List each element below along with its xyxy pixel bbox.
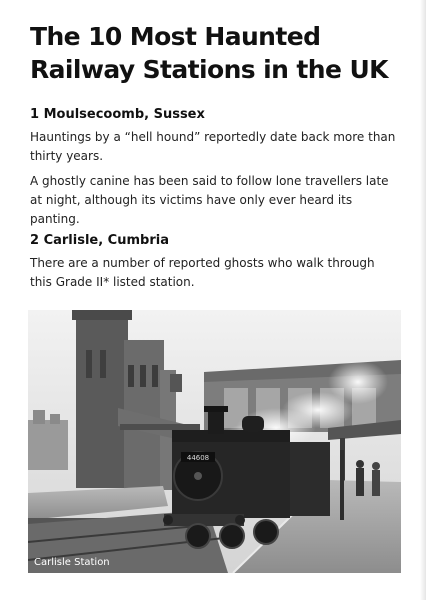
section-paragraph: Hauntings by a “hell hound” reportedly date back more than thirty years. [30, 130, 396, 163]
locomotive-number: 44608 [186, 454, 210, 462]
title-line-1: The 10 Most Haunted [30, 22, 321, 51]
section-paragraph: A ghostly canine has been said to follow lone travellers late at night, although its victims have only ever heard its panting. [30, 174, 389, 226]
section-heading-moulsecoomb: 1 Moulsecoomb, Sussex [30, 107, 205, 122]
article-title [30, 20, 410, 86]
page-edge-shadow [420, 0, 426, 600]
photo-caption: Carlisle Station [34, 557, 110, 568]
carlisle-station-photo [28, 310, 401, 573]
station-photo-illustration [28, 310, 401, 573]
section-heading-carlisle: 2 Carlisle, Cumbria [30, 233, 169, 248]
section-paragraph: There are a number of reported ghosts who walk through this Grade II* listed station. [30, 256, 375, 289]
title-line-2: Railway Stations in the UK [30, 55, 388, 84]
